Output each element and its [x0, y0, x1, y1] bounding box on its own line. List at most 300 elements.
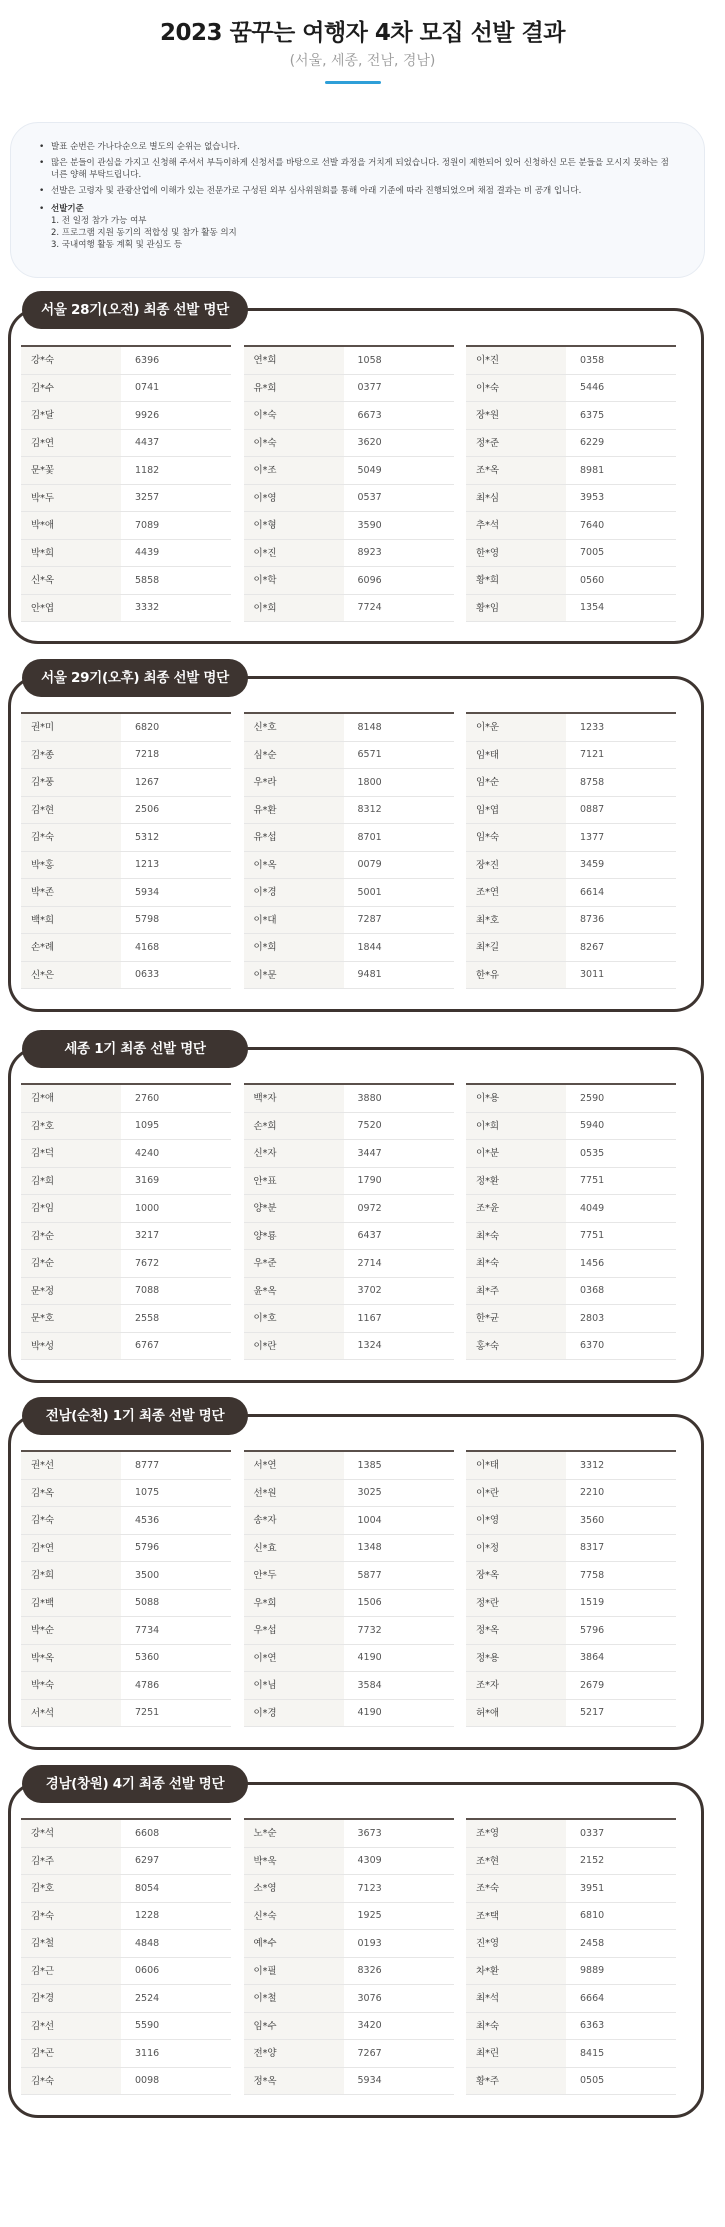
- table-row: [466, 714, 676, 742]
- phone-last-digits: 0633: [135, 969, 160, 980]
- table-row: [244, 1903, 454, 1931]
- table-row: [466, 1333, 676, 1361]
- participant-name: 박*숙: [21, 1672, 121, 1699]
- phone-last-digits: 7734: [135, 1624, 160, 1636]
- result-table: [21, 1083, 676, 1360]
- result-column: [21, 1083, 231, 1360]
- phone-last-digits: 5590: [135, 2020, 160, 2031]
- phone-last-digits: 3880: [357, 1092, 382, 1104]
- participant-name: 권*선: [21, 1452, 121, 1479]
- table-row: [21, 1168, 231, 1196]
- phone-last-digits: 6820: [135, 721, 160, 733]
- table-row: [21, 1617, 231, 1645]
- participant-name: 권*미: [21, 714, 121, 741]
- notice-list: [37, 141, 678, 251]
- participant-name: 서*연: [244, 1452, 344, 1479]
- result-column: [21, 1818, 231, 2095]
- table-row: [21, 402, 231, 430]
- participant-name: 이*형: [244, 512, 344, 539]
- table-row: [21, 1672, 231, 1700]
- table-row: [466, 934, 676, 962]
- table-row: [21, 797, 231, 825]
- participant-name: 장*옥: [466, 1562, 566, 1589]
- participant-name: 강*석: [21, 1820, 121, 1847]
- section-title: 전남(순천) 1기 최종 선발 명단: [22, 1397, 248, 1435]
- table-row: [21, 567, 231, 595]
- table-row: [466, 375, 676, 403]
- table-row: [244, 1875, 454, 1903]
- phone-last-digits: 2590: [580, 1092, 605, 1104]
- participant-name: 이*진: [244, 540, 344, 567]
- section-title: 서울 28기(오전) 최종 선발 명단: [22, 291, 248, 329]
- table-row: [21, 485, 231, 513]
- participant-name: 장*진: [466, 852, 566, 879]
- table-row: [244, 2013, 454, 2041]
- participant-name: 차*환: [466, 1958, 566, 1985]
- table-row: [244, 540, 454, 568]
- participant-name: 황*임: [466, 595, 566, 622]
- table-row: [244, 1507, 454, 1535]
- table-row: [466, 852, 676, 880]
- phone-last-digits: 7123: [357, 1882, 382, 1894]
- section-title: 서울 29기(오후) 최종 선발 명단: [22, 659, 248, 697]
- phone-last-digits: 8758: [580, 776, 605, 788]
- phone-last-digits: 9926: [135, 409, 160, 421]
- table-row: [244, 1672, 454, 1700]
- table-row: [21, 1305, 231, 1333]
- participant-name: 신*효: [244, 1535, 344, 1562]
- phone-last-digits: 6664: [580, 1992, 605, 2004]
- participant-name: 이*연: [244, 1645, 344, 1672]
- participant-name: 김*숙: [21, 2068, 121, 2095]
- table-row: [244, 1250, 454, 1278]
- result-table: [21, 712, 676, 989]
- participant-name: 김*호: [21, 1113, 121, 1140]
- table-row: [466, 769, 676, 797]
- participant-name: 이*문: [244, 962, 344, 989]
- table-row: [466, 457, 676, 485]
- participant-name: 김*연: [21, 1535, 121, 1562]
- participant-name: 김*옥: [21, 1480, 121, 1507]
- table-row: [244, 512, 454, 540]
- phone-last-digits: 3560: [580, 1514, 605, 1526]
- phone-last-digits: 3217: [135, 1230, 160, 1241]
- phone-last-digits: 2760: [135, 1092, 160, 1104]
- phone-last-digits: 5934: [357, 2075, 382, 2086]
- participant-name: 우*준: [244, 1250, 344, 1277]
- phone-last-digits: 7218: [135, 749, 160, 760]
- table-row: [21, 742, 231, 770]
- participant-name: 김*순: [21, 1223, 121, 1250]
- phone-last-digits: 1000: [135, 1202, 160, 1214]
- participant-name: 박*존: [21, 879, 121, 906]
- participant-name: 임*수: [244, 2013, 344, 2040]
- table-row: [21, 962, 231, 990]
- phone-last-digits: 6229: [580, 437, 605, 448]
- table-row: [244, 742, 454, 770]
- table-row: [21, 540, 231, 568]
- phone-last-digits: 7751: [580, 1175, 605, 1186]
- table-row: [466, 962, 676, 990]
- table-row: [244, 1480, 454, 1508]
- notice-item: • 많은 분들이 관심을 가지고 신청해 주셔서 부득이하게 신청서를 바탕으로 선발 과정을 거치게 되었습니다. 정원이 제한되어 있어 신청하신 모든 분들을 모시지 못하는 점 너른 양해 부탁드립니다.: [37, 157, 678, 181]
- table-row: [244, 1452, 454, 1480]
- phone-last-digits: 1800: [357, 776, 382, 788]
- phone-last-digits: 5796: [580, 1624, 605, 1636]
- table-row: [244, 2068, 454, 2096]
- phone-last-digits: 5049: [357, 464, 382, 476]
- table-row: [244, 879, 454, 907]
- phone-last-digits: 6767: [135, 1340, 160, 1351]
- table-row: [244, 1305, 454, 1333]
- participant-name: 김*수: [21, 375, 121, 402]
- table-row: [21, 1250, 231, 1278]
- phone-last-digits: 6437: [357, 1230, 382, 1241]
- participant-name: 김*근: [21, 1958, 121, 1985]
- table-row: [244, 1930, 454, 1958]
- table-row: [466, 1985, 676, 2013]
- participant-name: 조*윤: [466, 1195, 566, 1222]
- table-row: [466, 824, 676, 852]
- phone-last-digits: 5217: [580, 1707, 605, 1718]
- phone-last-digits: 0193: [357, 1937, 382, 1949]
- table-row: [466, 1562, 676, 1590]
- table-row: [466, 1507, 676, 1535]
- participant-name: 강*숙: [21, 347, 121, 374]
- table-row: [466, 1930, 676, 1958]
- phone-last-digits: 6571: [357, 749, 382, 760]
- participant-name: 김*선: [21, 2013, 121, 2040]
- phone-last-digits: 7089: [135, 519, 160, 531]
- participant-name: 정*환: [466, 1168, 566, 1195]
- phone-last-digits: 1519: [580, 1597, 605, 1608]
- participant-name: 최*주: [466, 1278, 566, 1305]
- participant-name: 박*홍: [21, 852, 121, 879]
- phone-last-digits: 3011: [580, 969, 605, 980]
- participant-name: 진*영: [466, 1930, 566, 1957]
- phone-last-digits: 4437: [135, 437, 160, 448]
- table-row: [244, 1590, 454, 1618]
- phone-last-digits: 9889: [580, 1965, 605, 1976]
- phone-last-digits: 8777: [135, 1459, 160, 1471]
- table-row: [21, 1930, 231, 1958]
- table-row: [244, 1113, 454, 1141]
- participant-name: 김*희: [21, 1562, 121, 1589]
- phone-last-digits: 4536: [135, 1514, 160, 1526]
- phone-last-digits: 2558: [135, 1312, 160, 1324]
- participant-name: 예*수: [244, 1930, 344, 1957]
- table-row: [244, 1985, 454, 2013]
- table-row: [244, 402, 454, 430]
- table-row: [21, 907, 231, 935]
- table-row: [466, 879, 676, 907]
- table-row: [466, 1848, 676, 1876]
- result-column: [466, 712, 676, 989]
- table-row: [21, 934, 231, 962]
- phone-last-digits: 8736: [580, 914, 605, 925]
- phone-last-digits: 0098: [135, 2075, 160, 2086]
- table-row: [21, 512, 231, 540]
- table-row: [244, 1700, 454, 1728]
- participant-name: 장*원: [466, 402, 566, 429]
- participant-name: 이*경: [244, 1700, 344, 1727]
- criteria-item: [37, 203, 678, 251]
- phone-last-digits: 1324: [357, 1340, 382, 1351]
- participant-name: 조*자: [466, 1672, 566, 1699]
- phone-last-digits: 6096: [357, 574, 382, 586]
- participant-name: 한*균: [466, 1305, 566, 1332]
- table-row: [244, 485, 454, 513]
- table-row: [466, 1168, 676, 1196]
- phone-last-digits: 1213: [135, 859, 160, 870]
- result-column: [21, 345, 231, 622]
- table-row: [244, 1278, 454, 1306]
- participant-name: 최*길: [466, 934, 566, 961]
- participant-name: 우*희: [244, 1590, 344, 1617]
- table-row: [244, 797, 454, 825]
- phone-last-digits: 3500: [135, 1569, 160, 1581]
- table-row: [466, 742, 676, 770]
- participant-name: 정*옥: [244, 2068, 344, 2095]
- table-row: [466, 485, 676, 513]
- participant-name: 한*영: [466, 540, 566, 567]
- participant-name: 문*호: [21, 1305, 121, 1332]
- phone-last-digits: 3257: [135, 492, 160, 503]
- participant-name: 임*순: [466, 769, 566, 796]
- participant-name: 김*임: [21, 1195, 121, 1222]
- participant-name: 손*희: [244, 1113, 344, 1140]
- table-row: [244, 934, 454, 962]
- participant-name: 김*주: [21, 1848, 121, 1875]
- participant-name: 이*철: [244, 1985, 344, 2012]
- table-row: [466, 1452, 676, 1480]
- phone-last-digits: 5798: [135, 914, 160, 925]
- participant-name: 노*순: [244, 1820, 344, 1847]
- table-row: [21, 457, 231, 485]
- table-row: [466, 402, 676, 430]
- notice-item: • 발표 순번은 가나다순으로 별도의 순위는 없습니다.: [37, 141, 678, 153]
- table-row: [244, 375, 454, 403]
- participant-name: 김*경: [21, 1985, 121, 2012]
- result-column: [244, 1818, 454, 2095]
- phone-last-digits: 5446: [580, 382, 605, 393]
- participant-name: 허*애: [466, 1700, 566, 1727]
- table-row: [466, 2013, 676, 2041]
- phone-last-digits: 3673: [357, 1827, 382, 1839]
- phone-last-digits: 8701: [357, 831, 382, 843]
- table-row: [21, 1875, 231, 1903]
- participant-name: 정*란: [466, 1590, 566, 1617]
- participant-name: 서*석: [21, 1700, 121, 1727]
- phone-last-digits: 3459: [580, 859, 605, 870]
- participant-name: 김*순: [21, 1250, 121, 1277]
- participant-name: 조*택: [466, 1903, 566, 1930]
- phone-last-digits: 6810: [580, 1910, 605, 1921]
- table-row: [466, 595, 676, 623]
- participant-name: 안*표: [244, 1168, 344, 1195]
- table-row: [466, 1672, 676, 1700]
- participant-name: 이*희: [244, 595, 344, 622]
- phone-last-digits: 3116: [135, 2047, 160, 2059]
- table-row: [466, 797, 676, 825]
- participant-name: 정*옥: [466, 1617, 566, 1644]
- table-row: [21, 769, 231, 797]
- phone-last-digits: 6370: [580, 1340, 605, 1351]
- participant-name: 김*연: [21, 430, 121, 457]
- participant-name: 황*주: [466, 2068, 566, 2095]
- phone-last-digits: 5858: [135, 574, 160, 586]
- participant-name: 정*용: [466, 1645, 566, 1672]
- participant-name: 이*란: [244, 1333, 344, 1360]
- phone-last-digits: 0887: [580, 804, 605, 815]
- participant-name: 이*희: [466, 1113, 566, 1140]
- table-row: [21, 1452, 231, 1480]
- phone-last-digits: 1385: [357, 1459, 382, 1471]
- phone-last-digits: 7758: [580, 1569, 605, 1581]
- participant-name: 이*숙: [244, 402, 344, 429]
- table-row: [244, 1535, 454, 1563]
- phone-last-digits: 5796: [135, 1542, 160, 1553]
- table-row: [466, 907, 676, 935]
- table-row: [21, 347, 231, 375]
- phone-last-digits: 4049: [580, 1202, 605, 1214]
- phone-last-digits: 1058: [357, 354, 382, 366]
- table-row: [466, 540, 676, 568]
- phone-last-digits: 4848: [135, 1937, 160, 1949]
- phone-last-digits: 3951: [580, 1882, 605, 1894]
- participant-name: 박*옥: [21, 1645, 121, 1672]
- table-row: [244, 852, 454, 880]
- notice-box: [10, 122, 705, 278]
- participant-name: 이*학: [244, 567, 344, 594]
- participant-name: 백*희: [21, 907, 121, 934]
- table-row: [21, 824, 231, 852]
- participant-name: 김*희: [21, 1168, 121, 1195]
- criteria-line: 2. 프로그램 지원 동기의 적합성 및 참가 활동 의지: [51, 228, 237, 238]
- participant-name: 이*영: [466, 1507, 566, 1534]
- phone-last-digits: 1228: [135, 1910, 160, 1921]
- phone-last-digits: 4786: [135, 1679, 160, 1691]
- section-title: 경남(창원) 4기 최종 선발 명단: [22, 1765, 248, 1803]
- participant-name: 임*엽: [466, 797, 566, 824]
- table-row: [466, 1535, 676, 1563]
- phone-last-digits: 3420: [357, 2020, 382, 2031]
- result-column: [466, 345, 676, 622]
- table-row: [466, 1195, 676, 1223]
- participant-name: 박*성: [21, 1333, 121, 1360]
- participant-name: 전*양: [244, 2040, 344, 2067]
- phone-last-digits: 4309: [357, 1855, 382, 1866]
- table-row: [466, 347, 676, 375]
- participant-name: 임*태: [466, 742, 566, 769]
- table-row: [21, 430, 231, 458]
- participant-name: 김*현: [21, 797, 121, 824]
- table-row: [244, 1958, 454, 1986]
- result-column: [466, 1450, 676, 1727]
- table-row: [244, 769, 454, 797]
- participant-name: 유*희: [244, 375, 344, 402]
- table-row: [21, 852, 231, 880]
- table-row: [21, 1848, 231, 1876]
- participant-name: 안*엽: [21, 595, 121, 622]
- table-row: [21, 1958, 231, 1986]
- participant-name: 신*옥: [21, 567, 121, 594]
- table-row: [466, 1820, 676, 1848]
- table-row: [244, 714, 454, 742]
- table-row: [466, 1645, 676, 1673]
- phone-last-digits: 4240: [135, 1147, 160, 1159]
- phone-last-digits: 6608: [135, 1827, 160, 1839]
- result-table: [21, 1818, 676, 2095]
- participant-name: 유*환: [244, 797, 344, 824]
- phone-last-digits: 5001: [357, 886, 382, 898]
- phone-last-digits: 7520: [357, 1120, 382, 1131]
- result-column: [21, 1450, 231, 1727]
- participant-name: 신*자: [244, 1140, 344, 1167]
- phone-last-digits: 7005: [580, 547, 605, 558]
- table-row: [244, 595, 454, 623]
- table-row: [466, 1617, 676, 1645]
- phone-last-digits: 4439: [135, 547, 160, 558]
- table-row: [244, 347, 454, 375]
- phone-last-digits: 0535: [580, 1147, 605, 1159]
- phone-last-digits: 1925: [357, 1910, 382, 1921]
- phone-last-digits: 8326: [357, 1965, 382, 1976]
- participant-name: 조*영: [466, 1820, 566, 1847]
- participant-name: 양*룡: [244, 1223, 344, 1250]
- phone-last-digits: 6673: [357, 409, 382, 421]
- table-row: [466, 2040, 676, 2068]
- page-subtitle: (서울, 세종, 전남, 경남): [289, 53, 436, 69]
- phone-last-digits: 5360: [135, 1652, 160, 1663]
- participant-name: 이*진: [466, 347, 566, 374]
- participant-name: 우*섭: [244, 1617, 344, 1644]
- table-row: [21, 1085, 231, 1113]
- phone-last-digits: 9481: [357, 969, 382, 980]
- result-table: [21, 345, 676, 622]
- participant-name: 김*호: [21, 1875, 121, 1902]
- phone-last-digits: 2506: [135, 804, 160, 815]
- phone-last-digits: 7287: [357, 914, 382, 925]
- participant-name: 한*유: [466, 962, 566, 989]
- participant-name: 김*종: [21, 742, 121, 769]
- participant-name: 이*영: [244, 485, 344, 512]
- table-row: [466, 1113, 676, 1141]
- table-row: [466, 1903, 676, 1931]
- phone-last-digits: 4190: [357, 1652, 382, 1663]
- table-row: [244, 907, 454, 935]
- table-row: [244, 1140, 454, 1168]
- participant-name: 조*현: [466, 1848, 566, 1875]
- phone-last-digits: 3025: [357, 1487, 382, 1498]
- section-title: 세종 1기 최종 선발 명단: [22, 1030, 248, 1068]
- phone-last-digits: 3447: [357, 1147, 382, 1159]
- criteria-line: 3. 국내여행 활동 계획 및 관심도 등: [51, 240, 183, 250]
- table-row: [466, 1250, 676, 1278]
- phone-last-digits: 1167: [357, 1312, 382, 1324]
- participant-name: 최*석: [466, 1985, 566, 2012]
- phone-last-digits: 0377: [357, 382, 382, 393]
- phone-last-digits: 1233: [580, 721, 605, 733]
- participant-name: 박*두: [21, 485, 121, 512]
- participant-name: 신*은: [21, 962, 121, 989]
- phone-last-digits: 0358: [580, 354, 605, 366]
- phone-last-digits: 3620: [357, 437, 382, 448]
- participant-name: 김*숙: [21, 824, 121, 851]
- phone-last-digits: 5934: [135, 886, 160, 898]
- table-row: [21, 1507, 231, 1535]
- table-row: [21, 1333, 231, 1361]
